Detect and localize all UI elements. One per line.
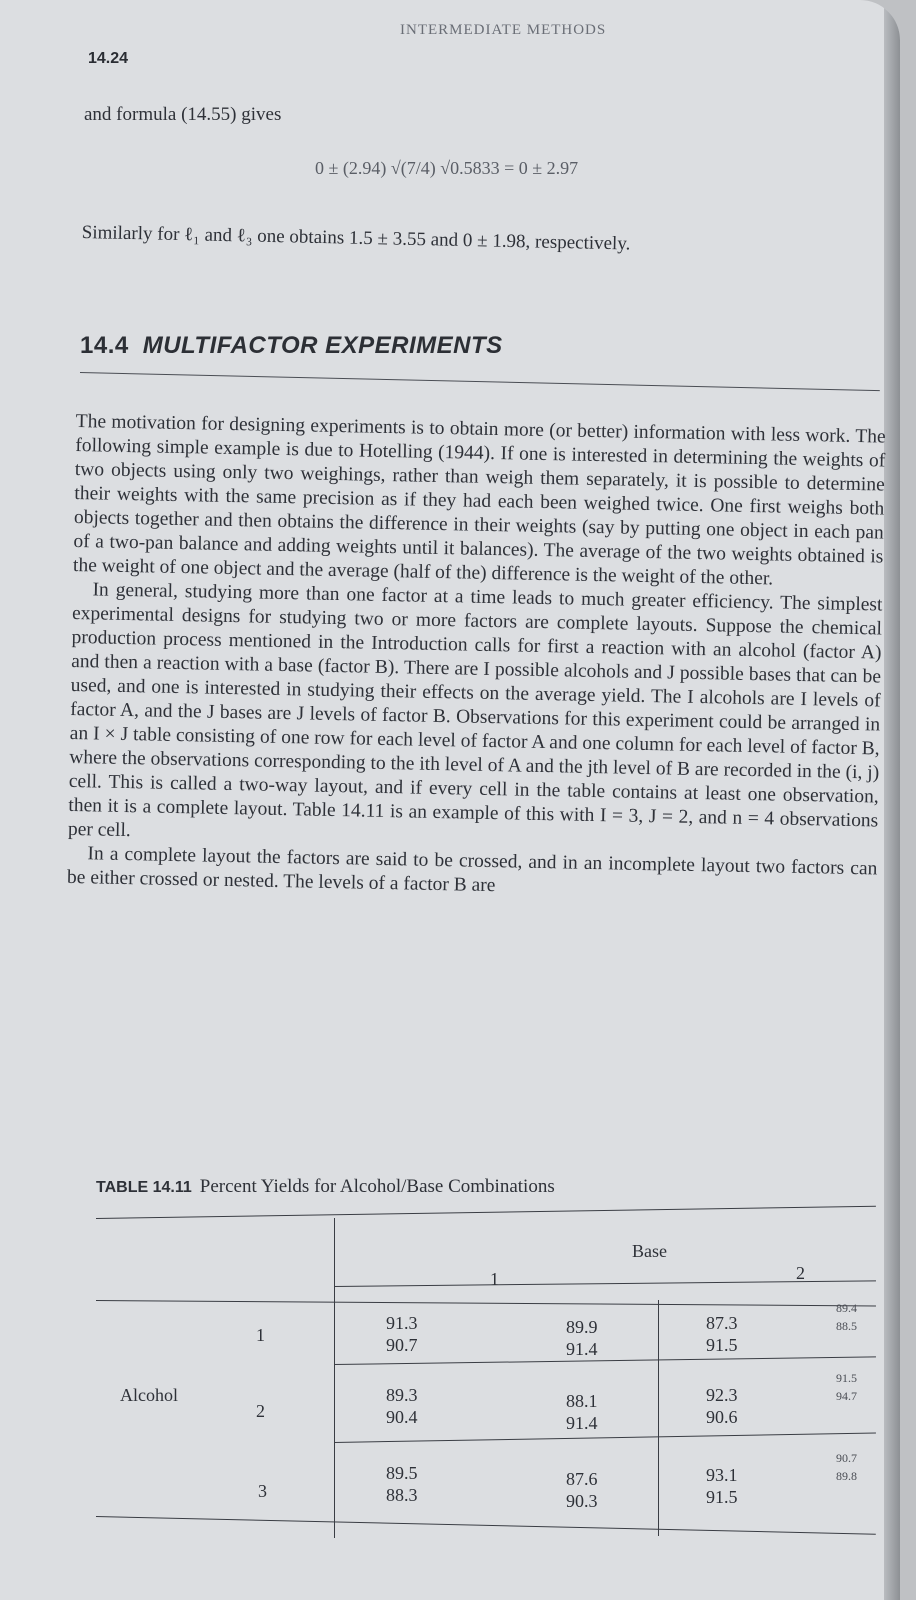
table-cell: 91.5 [836, 1371, 857, 1385]
table-cell: 88.1 [566, 1391, 598, 1411]
similarly-line: Similarly for ℓ₁ and ℓ₃ one obtains 1.5 ± 3.55 and 0 ± 1.98, respectively. [81, 222, 631, 255]
table-cell: 91.5 [706, 1487, 738, 1507]
row-level: 2 [256, 1401, 265, 1421]
table-cell: 88.3 [386, 1485, 418, 1505]
table-cell: 89.9 [566, 1317, 598, 1337]
table-cell: 89.3 [386, 1385, 418, 1405]
equation: 0 ± (2.94) √(7/4) √0.5833 = 0 ± 2.97 [315, 158, 579, 178]
table-vrule-left [334, 1218, 335, 1538]
table-cell: 90.6 [706, 1407, 738, 1427]
table-vrule-mid [658, 1300, 659, 1536]
row-level: 3 [258, 1481, 267, 1501]
paragraph-general: In general, studying more than one factor at a time leads to much greater efficiency. The simplest experimental designs for studying two or more factors are complete layouts. Suppose the chemical production process mentioned in the Introduction calls for first a reaction with an alcohol (factor A) and then a reaction with a base (factor B). There are I possible alcohols and J possible bases that can be used, and one is interested in studying their effects on the average yield. The I alcohols are I levels of factor A, and the J bases are J levels of factor B. Observations for this experiment could be arranged in an I × J table consisting of one row for each level of factor A and one column for each level of factor B, where the observations corresponding to the ith level of A and the jth level of B are recorded in the (i, j) cell. This is called a two-way layout, and if every cell in the table contains at least one observation, then it is a complete layout. Table 14.11 is an example of this with I = 3, J = 2, and n = 4 observations per cell. [67, 579, 883, 842]
base-split-rule [334, 1280, 876, 1287]
table-cell: 90.3 [566, 1491, 598, 1511]
body-text [67, 410, 886, 905]
page-number: 14.24 [88, 50, 129, 67]
row-rule-2 [334, 1433, 876, 1443]
column-group-header: Base [632, 1241, 667, 1261]
row-group-header: Alcohol [120, 1385, 178, 1405]
table-cell: 91.4 [566, 1413, 598, 1433]
table-cell: 90.7 [836, 1451, 857, 1465]
section-title: MULTIFACTOR EXPERIMENTS [142, 332, 503, 359]
table-cell: 89.5 [386, 1463, 418, 1483]
column-header-1: 1 [490, 1269, 499, 1289]
table-cell: 89.8 [836, 1469, 857, 1483]
table-top-rule [96, 1206, 876, 1219]
section-heading [80, 332, 503, 360]
table-cell: 90.7 [386, 1335, 418, 1355]
page-spine-shadow [884, 0, 900, 1600]
row-level: 1 [256, 1325, 265, 1345]
paragraph-motivation: The motivation for designing experiments is to obtain more (or better) information with less work. The following simple example is due to Hotelling (1944). If one is interested in determining the weights of two objects using only two weighings, rather than weigh them separately, it is possible to determine their weights with the same precision as if they had each been weighed twice. One first weighs both objects together and then obtains the difference in their weights (say by putting one object in each pan of a two-pan balance and adding weights until it balances). The average of the two weights obtained is the weight of one object and the average (half of the) difference is the weight of the other. [72, 410, 886, 590]
table-caption-text: Percent Yields for Alcohol/Base Combinations [199, 1176, 555, 1197]
column-header-2: 2 [796, 1263, 805, 1283]
table-caption [96, 1176, 816, 1198]
table-cell: 92.3 [706, 1385, 738, 1405]
section-rule [80, 372, 880, 391]
table-cell: 91.3 [386, 1313, 418, 1333]
table-cell: 88.5 [836, 1319, 857, 1333]
table-cell: 87.3 [706, 1313, 738, 1333]
table-cell: 87.6 [566, 1469, 598, 1489]
intro-line: and formula (14.55) gives [84, 104, 282, 125]
table-bottom-rule [96, 1516, 876, 1535]
running-head: INTERMEDIATE METHODS [400, 22, 607, 38]
paragraph-crossed: In a complete layout the factors are said to be crossed, and in an incomplete layout two factors can be either crossed or nested. The levels of a factor B are [66, 843, 878, 897]
table-cell: 89.4 [836, 1301, 857, 1315]
table-cell: 90.4 [386, 1407, 418, 1427]
table-cell: 91.4 [566, 1339, 598, 1359]
table-cell: 91.5 [706, 1335, 738, 1355]
row-rule-1 [334, 1356, 876, 1365]
table-cell: 93.1 [706, 1465, 738, 1485]
table-header-rule [96, 1300, 876, 1306]
table-cell: 94.7 [836, 1389, 857, 1403]
section-number: 14.4 [80, 332, 129, 359]
table-label: TABLE 14.11 [96, 1179, 192, 1196]
